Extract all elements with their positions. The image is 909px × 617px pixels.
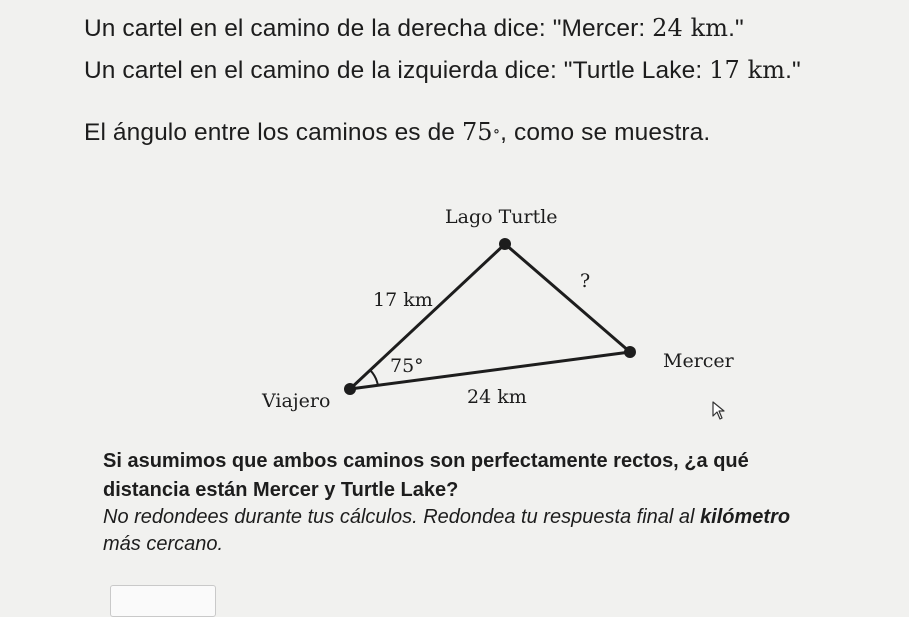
label-24km: 24 km — [467, 386, 527, 408]
turtle-lake-distance: 17 km — [709, 56, 786, 84]
label-unknown: ? — [580, 270, 591, 292]
road-to-turtle-lake — [350, 244, 505, 389]
turtle-lake-point — [499, 238, 511, 250]
mouse-pointer-icon — [712, 401, 728, 421]
line-2-text: Un cartel en el camino de la izquierda dice: "Turtle Lake: — [84, 57, 710, 84]
question-line-1: Si asumimos que ambos caminos son perfectamente rectos, ¿a qué — [103, 450, 749, 472]
unknown-distance-line — [505, 244, 630, 352]
angle-arc — [370, 370, 378, 386]
instruction-emphasis: kilómetro — [700, 506, 791, 528]
label-17km: 17 km — [373, 289, 433, 311]
label-turtle-lake: Lago Turtle — [445, 206, 558, 228]
traveler-point — [344, 383, 356, 395]
line-3-suffix: , como se muestra. — [500, 119, 711, 146]
line-3-text: El ángulo entre los caminos es de — [84, 119, 462, 146]
line-1-suffix: ." — [728, 15, 744, 42]
label-traveler: Viajero — [262, 390, 331, 412]
question-line-2: distancia están Mercer y Turtle Lake? — [103, 479, 459, 501]
instruction-line-1 — [103, 506, 790, 529]
mercer-distance: 24 km — [652, 14, 729, 42]
answer-input[interactable] — [110, 585, 216, 617]
angle-value: 75∘ — [461, 118, 501, 146]
instruction-line-2: más cercano. — [103, 533, 224, 555]
instruction-text: No redondees durante tus cálculos. Redondea tu respuesta final al — [103, 506, 701, 528]
line-2-suffix: ." — [785, 57, 801, 84]
label-mercer: Mercer — [663, 350, 734, 372]
label-angle: 75° — [390, 355, 424, 377]
mercer-point — [624, 346, 636, 358]
line-1-text: Un cartel en el camino de la derecha dice: "Mercer: — [84, 15, 653, 42]
